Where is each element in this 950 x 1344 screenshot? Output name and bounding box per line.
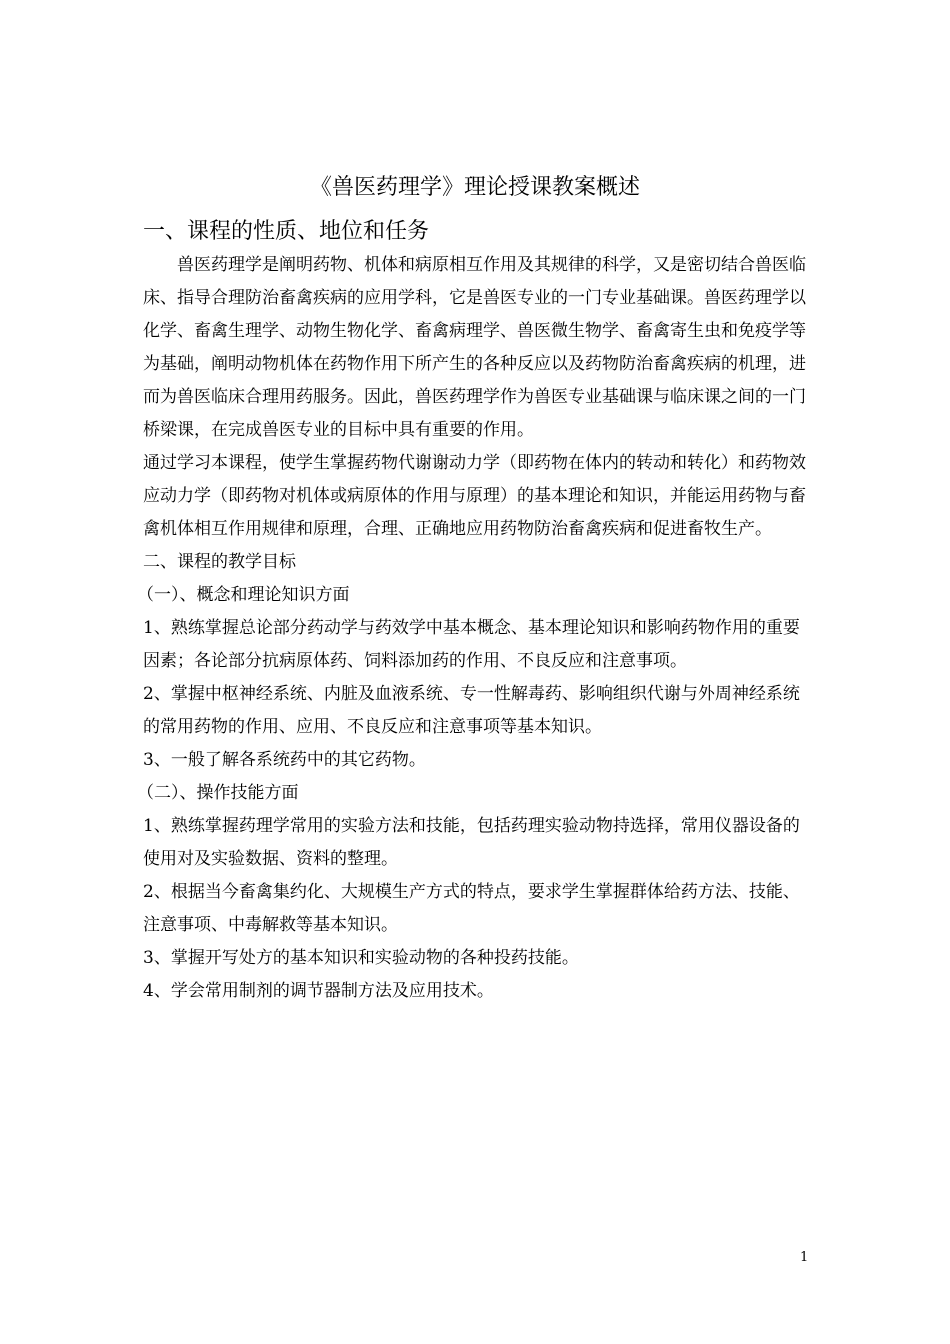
list-item-skills-1: 1、熟练掌握药理学常用的实验方法和技能，包括药理实验动物持选择，常用仪器设备的使用对及实验数据、资料的整理。 — [143, 816, 800, 869]
section-heading-teaching-objectives: 二、课程的教学目标 — [143, 552, 296, 572]
list-item-theory-3: 3、一般了解各系统药中的其它药物。 — [143, 750, 426, 770]
list-item-skills-2: 2、根据当今畜禽集约化、大规模生产方式的特点，要求学生掌握群体给药方法、技能、注意事项、中毒解救等基本知识。 — [143, 882, 800, 935]
paragraph-course-goal: 通过学习本课程，使学生掌握药物代谢谢动力学（即药物在体内的转动和转化）和药物效应动力学（即药物对机体或病原体的作用与原理）的基本理论和知识，并能运用药物与畜禽机体相互作用规律和原理，合理、正确地应用药物防治畜禽疾病和促进畜牧生产。 — [143, 453, 806, 539]
list-item-skills-4: 4、学会常用制剂的调节器制方法及应用技术。 — [143, 981, 494, 1001]
subsection-heading-theory: （一）、概念和理论知识方面 — [137, 585, 350, 605]
subsection-heading-skills: （二）、操作技能方面 — [137, 783, 299, 803]
paragraph-course-intro: 兽医药理学是阐明药物、机体和病原相互作用及其规律的科学，又是密切结合兽医临床、指导合理防治畜禽疾病的应用学科，它是兽医专业的一门专业基础课。兽医药理学以化学、畜禽生理学、动物生物化学、畜禽病理学、兽医微生物学、畜禽寄生虫和免疫学等为基础，阐明动物机体在药物作用下所产生的各种反应以及药物防治畜禽疾病的机理，进而为兽医临床合理用药服务。因此，兽医药理学作为兽医专业基础课与临床课之间的一门桥梁课，在完成兽医专业的目标中具有重要的作用。 — [143, 255, 806, 440]
list-item-theory-2: 2、掌握中枢神经系统、内脏及血液系统、专一性解毒药、影响组织代谢与外周神经系统的常用药物的作用、应用、不良反应和注意事项等基本知识。 — [143, 684, 800, 737]
list-item-theory-1: 1、熟练掌握总论部分药动学与药效学中基本概念、基本理论知识和影响药物作用的重要因素；各论部分抗病原体药、饲料添加药的作用、不良反应和注意事项。 — [143, 618, 800, 671]
section-heading-course-nature: 一、课程的性质、地位和任务 — [143, 219, 430, 244]
document-body — [137, 249, 809, 1008]
document-title: 《兽医药理学》理论授课教案概述 — [309, 175, 640, 200]
page-number: 1 — [800, 1250, 809, 1265]
list-item-skills-3: 3、掌握开写处方的基本知识和实验动物的各种投药技能。 — [143, 948, 579, 968]
